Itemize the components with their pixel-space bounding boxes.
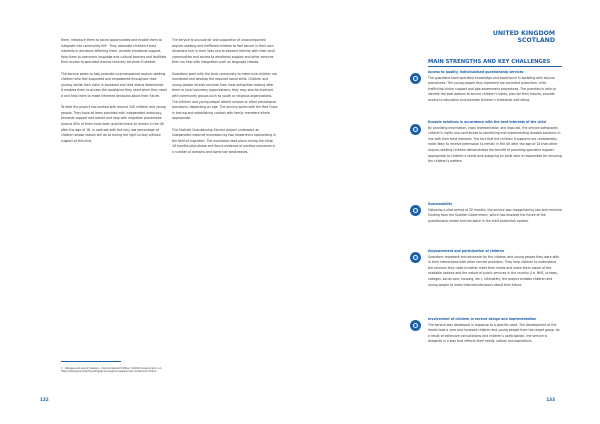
strength-item: [428, 202, 562, 224]
strength-item: [428, 120, 562, 165]
paragraph: The Scottish Guardianship Service project underwent an independent external evaluation by two researchers specialising in the field of migration. The evaluation took place during the initial 18 months pilot phase and found evidence of positive outcomes in a number of domains and some key weaknesses.: [172, 127, 276, 154]
header-country: UNITED KINGDOM: [492, 30, 555, 37]
strength-item: [428, 249, 562, 288]
page-number-left: 132: [40, 397, 49, 402]
page-number-right: 133: [546, 397, 555, 402]
section-title-divider: [428, 66, 562, 67]
footnote: [61, 367, 181, 374]
strength-heading: Access to quality, individualised guardianship services: [428, 70, 524, 74]
strength-item: [428, 70, 562, 104]
header-region: SCOTLAND: [517, 37, 555, 45]
quality-icon: [410, 73, 421, 84]
strength-heading: Durable solutions in accordance with the best interests of the child: [428, 120, 546, 124]
strength-body: The service was developed in response to a specific need. The development of the model took a year and involved children and young people from the target group. As a result of extensive consultations and children’s participation, the service is designed in a way that reflects their needs, wishes and aspirations.: [428, 322, 560, 344]
paragraph: Guardians work with the local community to make sure children are monitored and develop the required social skills. Children and young people receive services from local authorities looking after them or local voluntary organisations; they may also be involved with community groups such as youth or religious organisations. The children and young people attend schools or other educational provisions, depending on age. The service works with the Red Cross in tracing and establishing contact with family members where appropriate.: [172, 71, 278, 121]
strength-heading: Empowerment and participation of children: [428, 249, 505, 253]
solutions-icon: [410, 124, 421, 135]
left-column-1: [61, 38, 167, 150]
paragraph: The service seeks to help promote unaccompanied asylum-seeking children who feel supported and empowered throughout their journey whilst their claim is assessed and their status determined. It enables them to access the assistance they need when they need it and help them to make informed decisions about their future.: [61, 71, 167, 98]
involvement-icon: [410, 320, 421, 331]
section-title: MAIN STRENGTHS AND KEY CHALLENGES: [428, 59, 551, 65]
left-column-2: [172, 38, 278, 161]
strength-heading: Involvement of children in service design and implementation: [428, 317, 537, 321]
sustainability-icon: [410, 205, 421, 216]
paragraph: To date the project has worked with around 240 children and young people. They have all been provided with independent advocacy, personal support and advice and help with migration procedures. Around 40% of them have been granted leave to remain in the UK after the age of 18, in contrast with the very low percentage of children whose reason will do so during the right to stay without support of this kind.: [61, 105, 166, 143]
strength-heading: Sustainability: [428, 202, 453, 206]
empowerment-icon: [410, 252, 421, 263]
paragraph: The service is unusual for and supportive of unaccompanied asylum-seeking and trafficked children to feel secure in their own situations and in their lives and to become familiar with their local communities and access to emotional support and other services that can help with integration such as language classes.: [172, 38, 275, 65]
footnote-divider: [61, 361, 121, 362]
strength-body: The guardians have specialist knowledge and experience in assisting with asylum procedures. The young people they represent are accorded protection, child trafficking victim support and age assessment procedures. The guardian is able to identify the best options to secure children’s rights, plan for their futures, provide access to education and promote children’s emotional well-being.: [428, 75, 556, 102]
strength-body: By providing information, legal representation and legal aid, the service safeguards children’s rights and contributes to identifying and implementing durable solutions in line with their best interests. The fact that the children it supports are considerably more likely to receive permission to remain in the UK after the age of 18 than other asylum-seeking children demonstrates the benefit of providing specialist support appropriate to children’s needs and assigning an adult who is responsible for ensuring the children’s welfare.: [428, 125, 562, 164]
strength-body: Guardians represent and advocate for the children and young people they work with in their interactions with other service providers. They help children to understand the services they need to better meet their needs and make them aware of the available options and the nature of public services in the country (i.e. NHS, schools, colleges, social care, housing, etc.). Ultimately, the project enables children and young people to make informed decisions about their future.: [428, 254, 560, 287]
paragraph: them, introduce them to social opportunities and enable them to integrate into community life¹. They advocate children’s best interests in decisions affecting them, provide emotional support, help them to overcome language and cultural barriers and facilitate their access to specialist trauma recovery services if needed.: [61, 38, 167, 65]
footnote-number: 1: [61, 367, 63, 370]
strength-item: [428, 317, 562, 345]
footnote-text: Refugee and asylum Seekers - Unaccompanied Children’ Scottish Government, n.d., https://www.gov.scot/policy/refugees-and-asylum-seekers/unaccompanied-children: [61, 367, 163, 374]
page-header: [493, 30, 555, 45]
strength-body: Following a pilot period of 30 months, the service was recognised by law and received funding from the Scottish Government, which has resolved the future of the guardianship model and the place in the child protection system.: [428, 207, 562, 223]
